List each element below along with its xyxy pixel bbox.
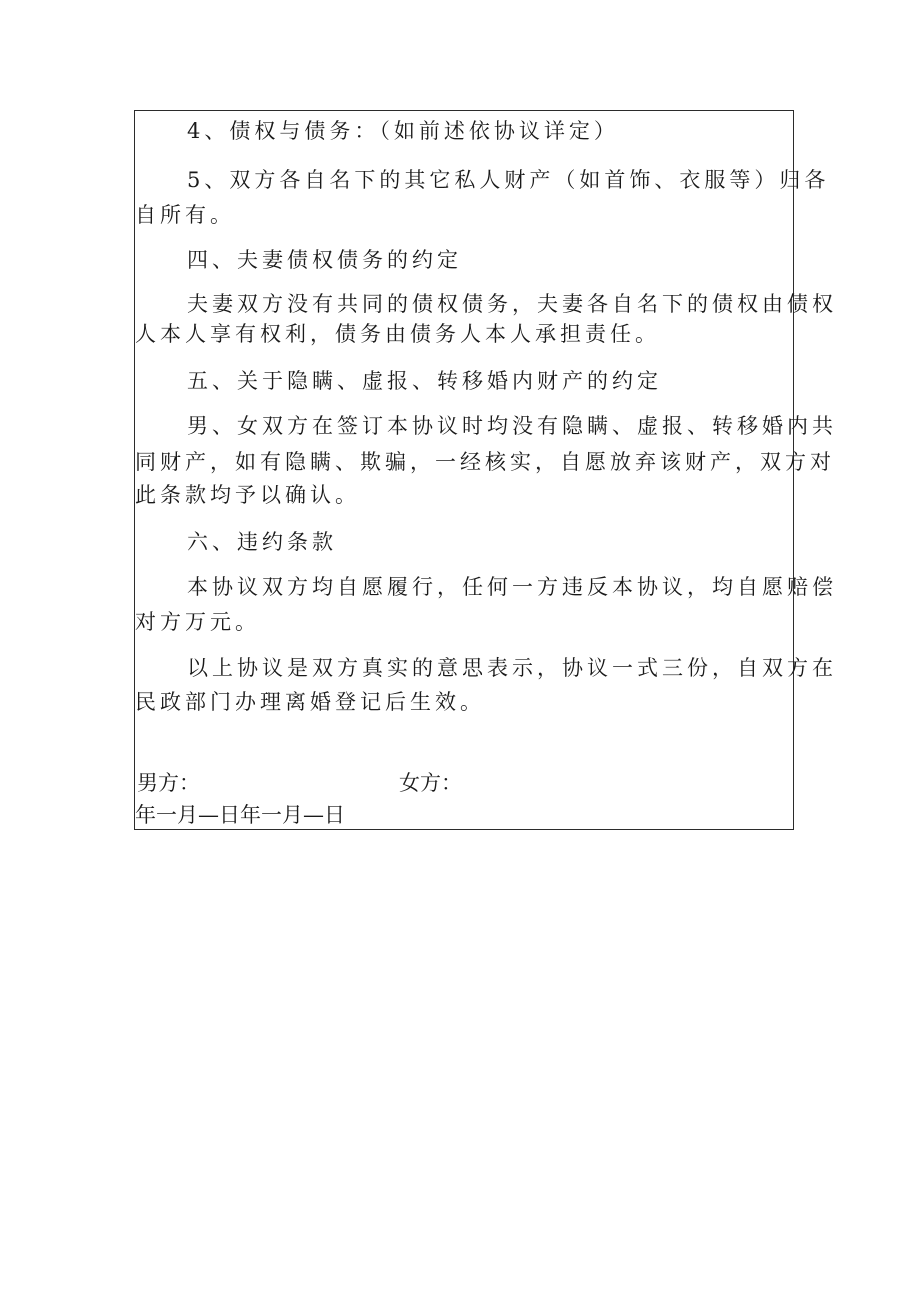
paragraph-debts: 夫妻双方没有共同的债权债务，夫妻各自名下的债权由债权 bbox=[187, 292, 837, 316]
paragraph-concealment-cont-2: 此条款均予以确认。 bbox=[135, 483, 360, 507]
clause-debt: 4、债权与债务：（如前述依协议详定） bbox=[187, 119, 619, 143]
clause-personal-property: 5、双方各自名下的其它私人财产（如首饰、衣服等）归各 bbox=[187, 168, 830, 192]
agreement-page-box bbox=[134, 110, 837, 830]
paragraph-closing: 以上协议是双方真实的意思表示，协议一式三份，自双方在 bbox=[187, 656, 837, 680]
paragraph-concealment-cont-1: 同财产，如有隐瞒、欺骗，一经核实，自愿放弃该财产，双方对 bbox=[135, 450, 835, 474]
signature-date-line: 年一月—日年一月—日 bbox=[135, 803, 345, 827]
section-heading-debts: 四、夫妻债权债务的约定 bbox=[187, 248, 462, 272]
paragraph-concealment: 男、女双方在签订本协议时均没有隐瞒、虚报、转移婚内共 bbox=[187, 414, 837, 438]
male-signature-label: 男方： bbox=[137, 771, 200, 795]
clause-personal-property-cont: 自所有。 bbox=[135, 203, 235, 227]
paragraph-closing-cont: 民政部门办理离婚登记后生效。 bbox=[135, 690, 485, 714]
paragraph-breach: 本协议双方均自愿履行，任何一方违反本协议，均自愿赔偿 bbox=[187, 575, 837, 599]
paragraph-debts-cont: 人本人享有权利，债务由债务人本人承担责任。 bbox=[135, 322, 660, 346]
section-heading-concealment: 五、关于隐瞒、虚报、转移婚内财产的约定 bbox=[187, 369, 662, 393]
female-signature-label: 女方： bbox=[399, 771, 462, 795]
section-heading-breach: 六、违约条款 bbox=[187, 530, 337, 554]
paragraph-breach-cont: 对方万元。 bbox=[135, 610, 260, 634]
